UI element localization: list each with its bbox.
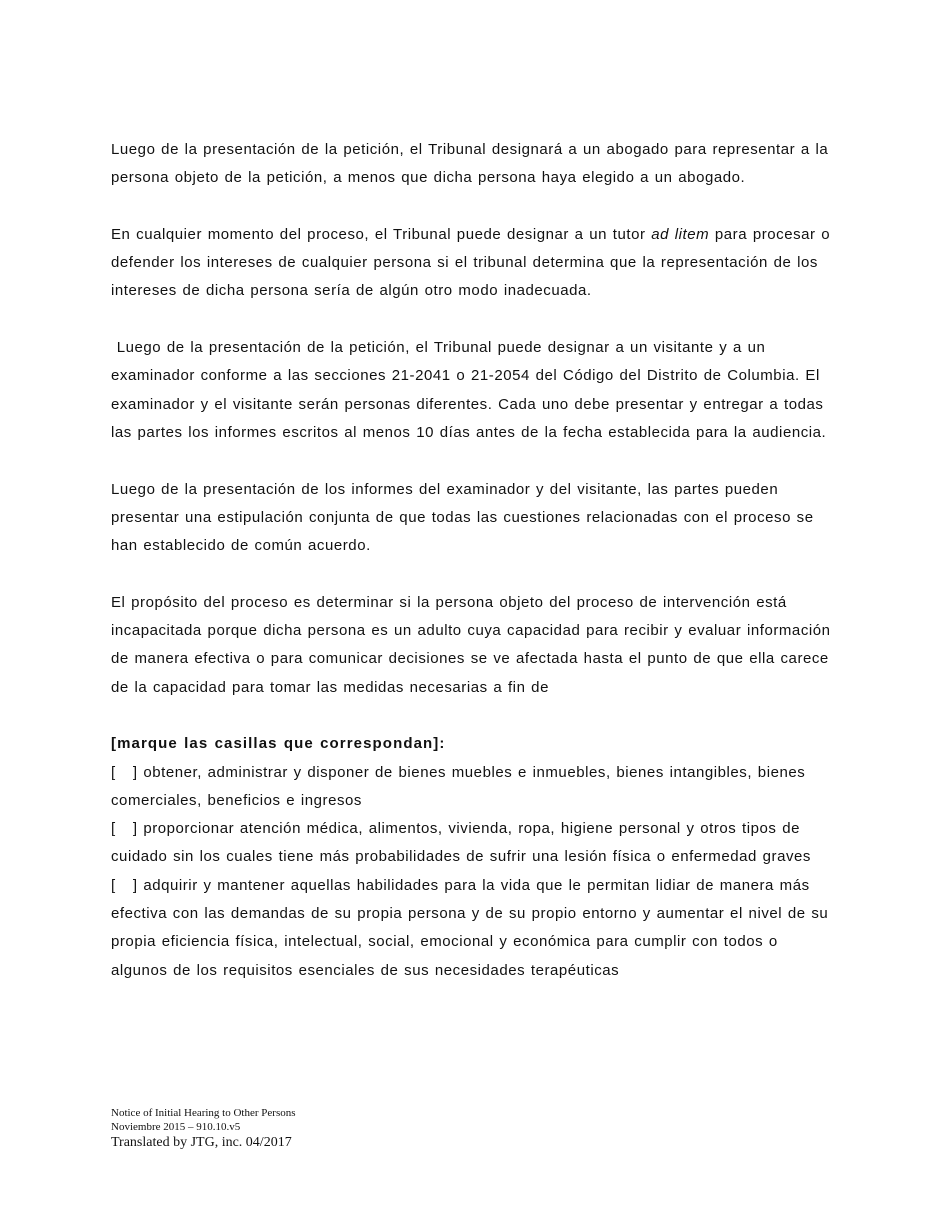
checklist-item-property (111, 759, 839, 816)
checklist-item-property-text: obtener, administrar y disponer de bienes muebles e inmuebles, bienes intangibles, bienes comerciales, beneficios e ingresos (111, 763, 806, 809)
checklist-heading: [marque las casillas que correspondan]: (111, 735, 446, 753)
paragraph-guardian-text-end: para procesar o defender los intereses de cualquier persona si el tribunal determina que la representación de los intereses de dicha persona sería de algún otro modo inadecuada. (111, 225, 831, 300)
footer-form-title: Notice of Initial Hearing to Other Persons (111, 1107, 296, 1119)
checkbox-care[interactable]: [ ] (111, 820, 138, 838)
checklist-item-life-skills (111, 872, 839, 985)
paragraph-guardian-text-start: En cualquier momento del proceso, el Tribunal puede designar a un tutor (111, 225, 652, 243)
checklist-item-life-skills-text: adquirir y mantener aquellas habilidades para la vida que le permitan lidiar de manera más efectiva con las demandas de su propia persona y de su propio entorno y aumentar el nivel de su propia eficiencia física, intelectual, social, emocional y económica para cumplir con todos o algunos de los requisitos esenciales de sus necesidades terapéuticas (111, 876, 829, 979)
checklist-item-care (111, 815, 839, 872)
checkbox-life-skills[interactable]: [ ] (111, 876, 138, 894)
paragraph-purpose: El propósito del proceso es determinar si la persona objeto del proceso de intervención está incapacitada porque dicha persona es un adulto cuya capacidad para recibir y evaluar información de manera efectiva o para comunicar decisiones se ve afectada hasta el punto de que ella carece de la capacidad para tomar las medidas necesarias a fin de (111, 593, 831, 696)
page-footer (111, 1106, 296, 1152)
paragraph-visitor-examiner: Luego de la presentación de la petición, el Tribunal puede designar a un visitante y a un examinador conforme a las secciones 21-2041 o 21-2054 del Código del Distrito de Columbia. El examinador y el visitante serán personas diferentes. Cada uno debe presentar y entregar a todas las partes los informes escritos al menos 10 días antes de la fecha establecida para la audiencia. (111, 339, 830, 441)
document-body (111, 136, 839, 985)
term-ad-litem: ad litem (651, 225, 710, 243)
footer-translation-note: Translated by JTG, inc. 04/2017 (111, 1135, 292, 1150)
footer-form-version: Noviembre 2015 – 910.10.v5 (111, 1121, 241, 1133)
paragraph-attorney-appointment: Luego de la presentación de la petición, el Tribunal designará a un abogado para representar a la persona objeto de la petición, a menos que dicha persona haya elegido a un abogado. (111, 141, 829, 187)
paragraph-guardian-ad-litem (111, 221, 839, 306)
checkbox-property[interactable]: [ ] (111, 763, 138, 781)
checklist-item-care-text: proporcionar atención médica, alimentos, vivienda, ropa, higiene personal y otros tipos de cuidado sin los cuales tiene más probabilidades de sufrir una lesión física o enfermedad graves (111, 820, 811, 866)
paragraph-joint-stipulation: Luego de la presentación de los informes del examinador y del visitante, las partes pueden presentar una estipulación conjunta de que todas las cuestiones relacionadas con el proceso se han establecido de común acuerdo. (111, 480, 814, 555)
